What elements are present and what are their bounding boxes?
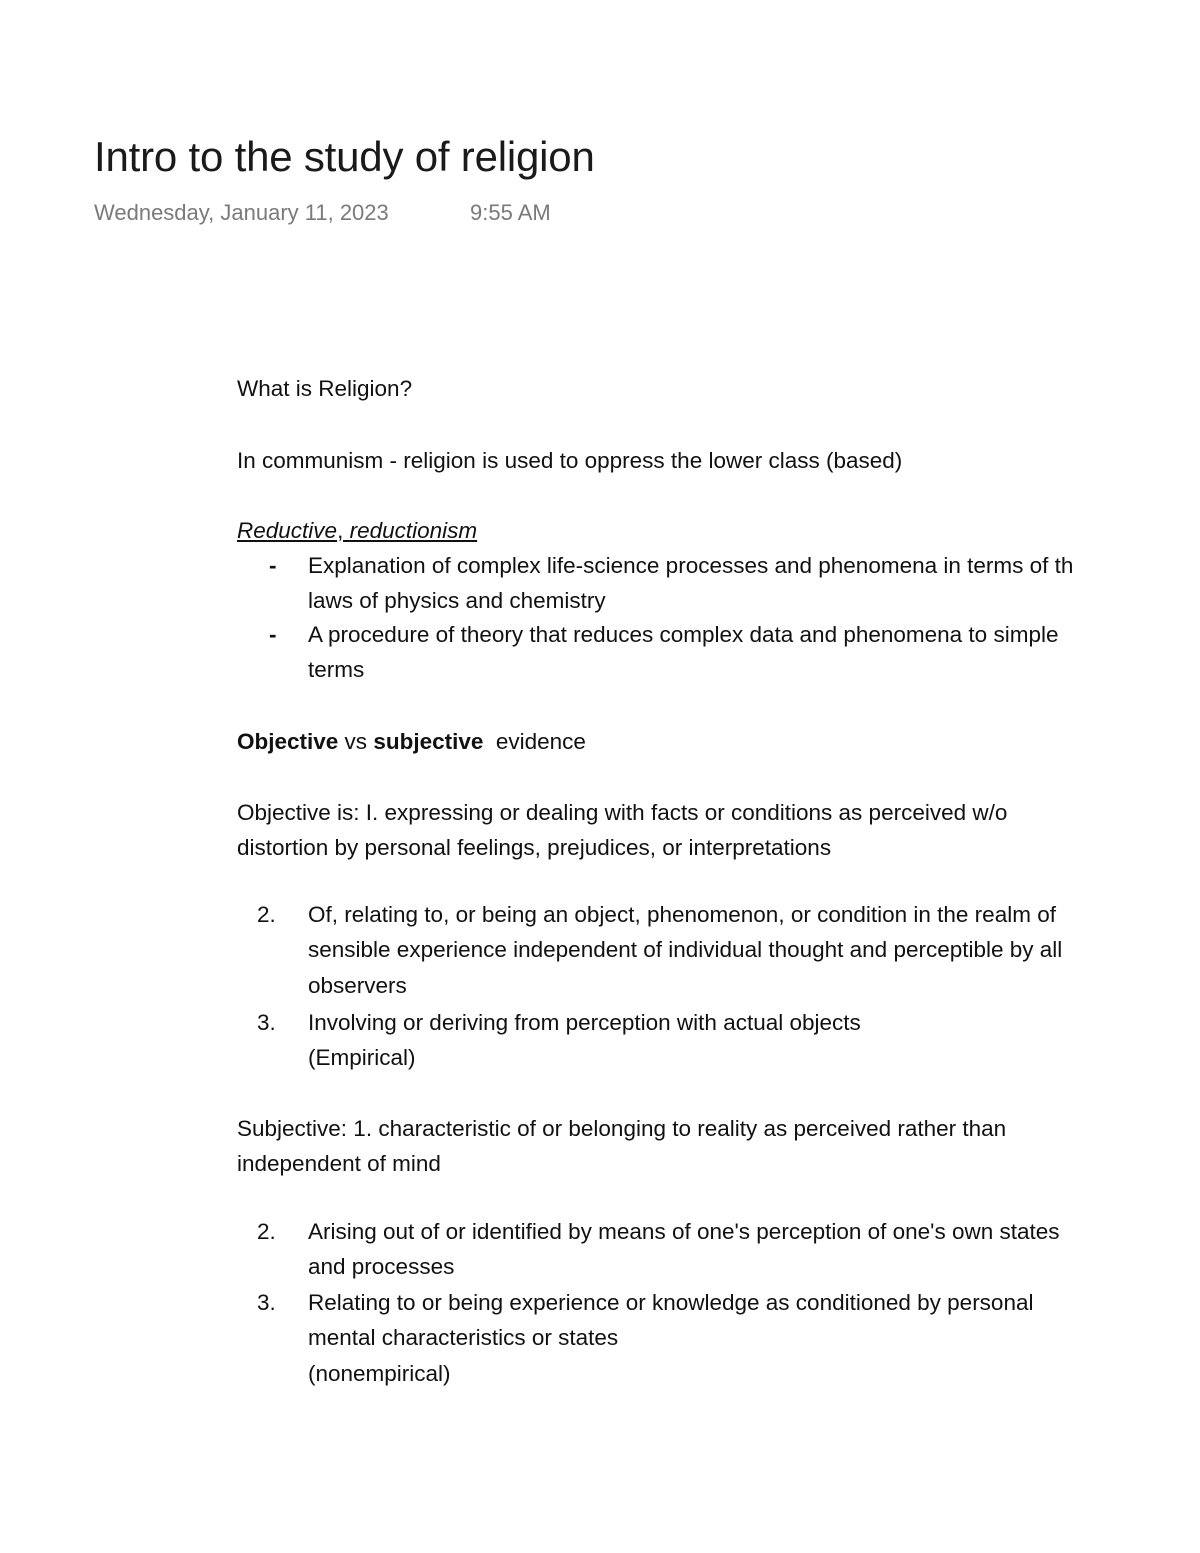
evidence-text: evidence: [483, 729, 586, 754]
communism-line: In communism - religion is used to oppress the lower class (based): [237, 448, 903, 473]
reductionism-term: reductionism: [349, 518, 478, 543]
objective-definition-line-2: distortion by personal feelings, prejudices, or interpretations: [237, 835, 832, 860]
objective-definition-line-1: Objective is: I. expressing or dealing with facts or conditions as perceived w/o: [237, 800, 1008, 825]
clipped-line-fragment: [237, 1424, 997, 1436]
subjective-definition-line-2: independent of mind: [237, 1151, 441, 1176]
objective-vs-subjective-heading: [237, 724, 586, 759]
reductive-term: Reductive: [237, 518, 338, 543]
subjective-item-2-number: 2.: [257, 1219, 276, 1244]
objective-item-3-line-1: Involving or deriving from perception with actual objects: [308, 1010, 861, 1035]
reductive-heading: [237, 513, 477, 548]
page-title: Intro to the study of religion: [94, 133, 595, 180]
bullet-dash-2: -: [269, 622, 277, 647]
note-time: 9:55 AM: [470, 200, 551, 225]
vs-text: vs: [338, 729, 374, 754]
question-heading: What is Religion?: [237, 376, 413, 401]
subjective-bold: subjective: [373, 729, 484, 754]
subjective-item-2-line-2: and processes: [308, 1254, 455, 1279]
objective-item-2-line-3: observers: [308, 973, 407, 998]
bullet-1-line-2: laws of physics and chemistry: [308, 588, 606, 613]
objective-item-3-line-2: (Empirical): [308, 1045, 416, 1070]
subjective-item-3-line-2: mental characteristics or states: [308, 1325, 619, 1350]
bullet-2-line-1: A procedure of theory that reduces complex data and phenomena to simple: [308, 622, 1059, 647]
bullet-1-line-1: Explanation of complex life-science processes and phenomena in terms of th: [308, 553, 1074, 578]
subjective-item-3-number: 3.: [257, 1290, 276, 1315]
subjective-definition-line-1: Subjective: 1. characteristic of or belonging to reality as perceived rather than: [237, 1116, 1007, 1141]
subjective-item-2-line-1: Arising out of or identified by means of one's perception of one's own states: [308, 1219, 1060, 1244]
objective-item-2-line-2: sensible experience independent of individual thought and perceptible by all: [308, 937, 1063, 962]
objective-bold: Objective: [237, 729, 339, 754]
note-date: Wednesday, January 11, 2023: [94, 200, 389, 225]
objective-item-3-number: 3.: [257, 1010, 276, 1035]
reductive-separator: ,: [337, 518, 350, 543]
bullet-2-line-2: terms: [308, 657, 365, 682]
objective-item-2-number: 2.: [257, 902, 276, 927]
subjective-item-3-line-3: (nonempirical): [308, 1361, 451, 1386]
objective-item-2-line-1: Of, relating to, or being an object, phenomenon, or condition in the realm of: [308, 902, 1056, 927]
bullet-dash-1: -: [269, 553, 277, 578]
subjective-item-3-line-1: Relating to or being experience or knowledge as conditioned by personal: [308, 1290, 1034, 1315]
